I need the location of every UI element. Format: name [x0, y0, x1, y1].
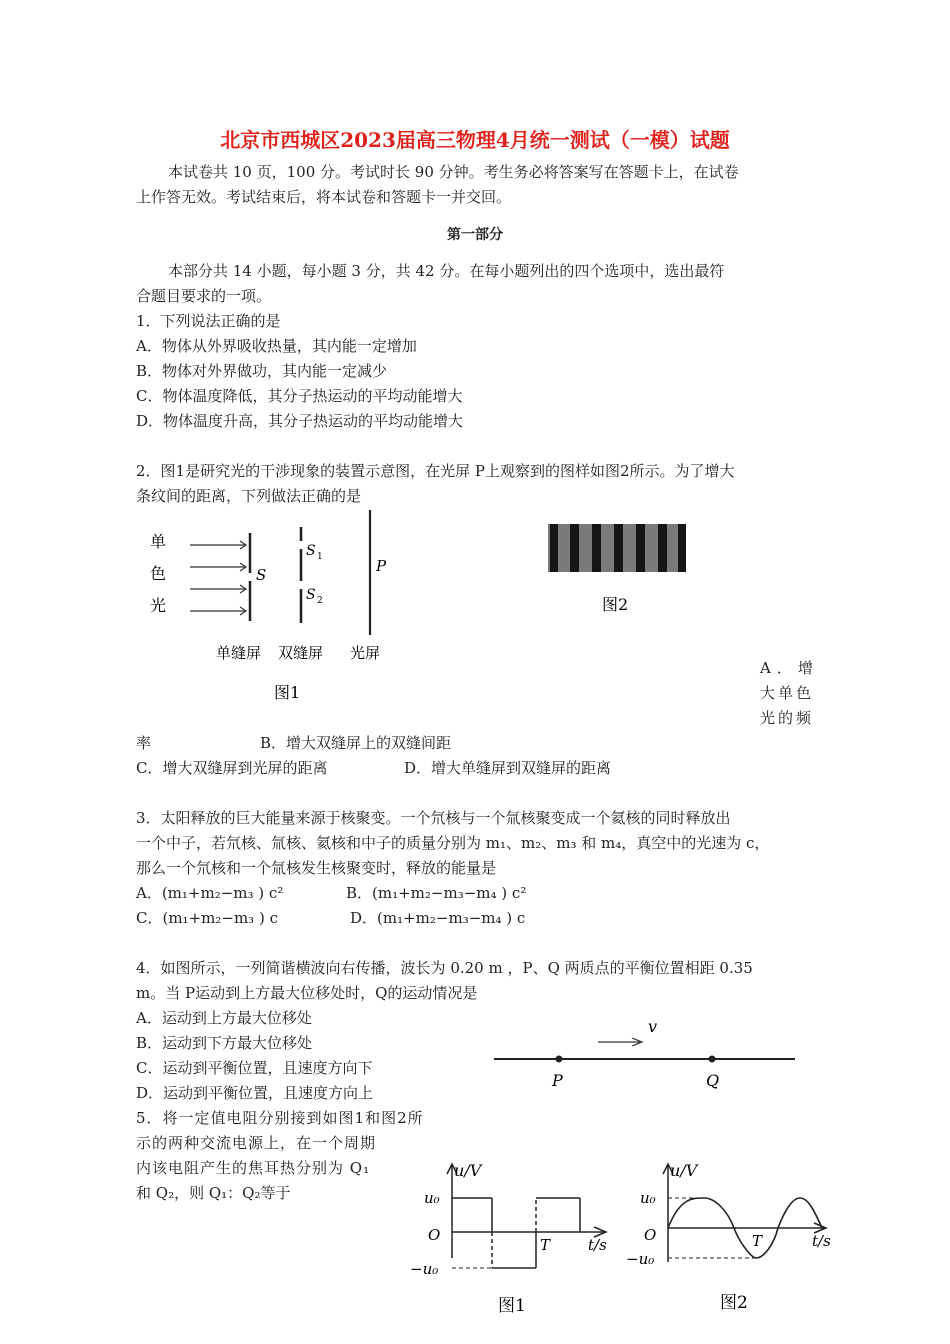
dark-fringe	[658, 524, 667, 572]
label-light-screen: 光屏	[350, 644, 381, 662]
intro-line-1: 本试卷共 10 页，100 分。考试时长 90 分钟。考生务必将答案写在答题卡上，在试卷	[168, 163, 739, 181]
part-desc-1: 本部分共 14 小题，每小题 3 分，共 42 分。在每小题列出的四个选项中，选出最符	[168, 262, 725, 280]
page-title: 北京市西城区2023届高三物理4月统一测试（一模）试题	[220, 128, 730, 152]
q5-figure-2	[624, 1158, 839, 1318]
label-s1: S	[306, 543, 316, 559]
q2-option-a-part3: 光的频	[760, 709, 815, 727]
q3-line-2: 一个中子，若氘核、氚核、氦核和中子的质量分别为 m₁、m₂、m₃ 和 m₄，真空中的光速为 c，	[136, 834, 770, 852]
fig2-caption: 图2	[720, 1293, 748, 1313]
q3-option-a: A．(m₁+m₂−m₃ ) c²	[136, 884, 284, 902]
q4-option-b: B．运动到下方最大位移处	[136, 1034, 313, 1052]
light-char-3: 光	[150, 596, 167, 615]
label-q: Q	[706, 1071, 720, 1090]
q2-option-c: C．增大双缝屏到光屏的距离	[136, 759, 328, 777]
dark-fringe	[614, 524, 623, 572]
label-double-slit: 双缝屏	[278, 644, 324, 662]
u0-label: u₀	[424, 1189, 440, 1207]
t-label: T	[540, 1236, 551, 1254]
q4-option-d: D．运动到平衡位置，且速度方向上	[136, 1084, 374, 1102]
origin-label: O	[428, 1226, 441, 1244]
light-rays	[190, 541, 246, 615]
q3-line-1: 3．太阳释放的巨大能量来源于核聚变。一个氘核与一个氚核聚变成一个氦核的同时释放出	[136, 809, 731, 827]
q2-figure-2	[548, 522, 688, 618]
q2-option-a-part4: 率	[136, 734, 152, 752]
velocity-label: v	[648, 1017, 658, 1036]
dark-fringe	[550, 524, 558, 572]
u0-label: u₀	[640, 1189, 656, 1207]
q3-option-b: B．(m₁+m₂−m₃−m₄ ) c²	[346, 884, 527, 902]
q1-stem: 1．下列说法正确的是	[136, 312, 281, 330]
square-wave	[452, 1198, 580, 1268]
q2-stem-1: 2．图1是研究光的干涉现象的装置示意图，在光屏 P上观察到的图样如图2所示。为了增大	[136, 462, 735, 480]
q3-option-c: C．(m₁+m₂−m₃ ) c	[136, 909, 278, 927]
y-label: u/V	[454, 1161, 482, 1180]
fig1-caption: 图1	[274, 683, 301, 702]
part-desc-2: 合题目要求的一项。	[136, 287, 272, 305]
q4-wave-figure	[490, 1012, 800, 1092]
dark-fringe	[570, 524, 579, 572]
q2-option-d: D．增大单缝屏到双缝屏的距离	[404, 759, 612, 777]
q2-option-b: B．增大双缝屏上的双缝间距	[260, 734, 452, 752]
label-p: P	[552, 1071, 563, 1090]
origin-label: O	[644, 1226, 657, 1244]
label-s2-sub: 2	[317, 596, 323, 606]
q4-line-1: 4．如图所示，一列简谐横波向右传播，波长为 0.20 m ，P、Q 两质点的平衡位置相距 0.35	[136, 959, 753, 977]
neg-u0-label: −u₀	[410, 1260, 439, 1278]
y-label: u/V	[670, 1161, 698, 1180]
q1-option-d: D．物体温度升高，其分子热运动的平均动能增大	[136, 412, 464, 430]
x-label: t/s	[588, 1236, 607, 1254]
label-p: P	[376, 557, 387, 575]
t-label: T	[752, 1232, 763, 1250]
neg-u0-label: −u₀	[626, 1250, 655, 1268]
light-char-2: 色	[150, 564, 167, 583]
dark-fringe	[636, 524, 645, 572]
part-heading: 第一部分	[447, 227, 503, 243]
q3-option-d: D．(m₁+m₂−m₃−m₄ ) c	[350, 909, 526, 927]
q5-line-1: 5．将一定值电阻分别接到如图1和图2所	[136, 1109, 424, 1127]
q5-figure-1	[408, 1158, 618, 1318]
point-q	[709, 1056, 716, 1063]
fig1-caption: 图1	[498, 1296, 526, 1316]
q4-option-a: A．运动到上方最大位移处	[136, 1009, 312, 1027]
point-p	[556, 1056, 563, 1063]
q1-option-c: C．物体温度降低，其分子热运动的平均动能增大	[136, 387, 463, 405]
label-s1-sub: 1	[317, 552, 323, 562]
x-label: t/s	[812, 1232, 831, 1250]
q2-option-a-part2: 大单色	[760, 684, 815, 702]
q5-line-2: 示的两种交流电源上，在一个周期	[136, 1134, 377, 1152]
q2-figure-1	[140, 505, 410, 710]
label-s2: S	[306, 587, 316, 603]
q5-line-3: 内该电阻产生的焦耳热分别为 Q₁	[136, 1159, 371, 1177]
q1-option-b: B．物体对外界做功，其内能一定减少	[136, 362, 388, 380]
q4-line-2: m。当 P运动到上方最大位移处时，Q的运动情况是	[136, 984, 478, 1002]
label-single-slit: 单缝屏	[216, 644, 262, 662]
dark-fringe	[678, 524, 686, 572]
q4-option-c: C．运动到平衡位置，且速度方向下	[136, 1059, 373, 1077]
q2-stem-2: 条纹间的距离，下列做法正确的是	[136, 487, 362, 505]
q5-line-4: 和 Q₂，则 Q₁：Q₂等于	[136, 1184, 291, 1202]
label-s: S	[256, 566, 267, 584]
q1-option-a: A．物体从外界吸收热量，其内能一定增加	[136, 337, 417, 355]
light-char-1: 单	[150, 532, 167, 551]
dark-fringe	[592, 524, 601, 572]
fig2-caption: 图2	[602, 595, 629, 614]
intro-line-2: 上作答无效。考试结束后，将本试卷和答题卡一并交回。	[136, 188, 512, 206]
q3-line-3: 那么一个氘核和一个氚核发生核聚变时，释放的能量是	[136, 859, 497, 877]
q2-option-a-part1: A．增	[760, 659, 819, 677]
